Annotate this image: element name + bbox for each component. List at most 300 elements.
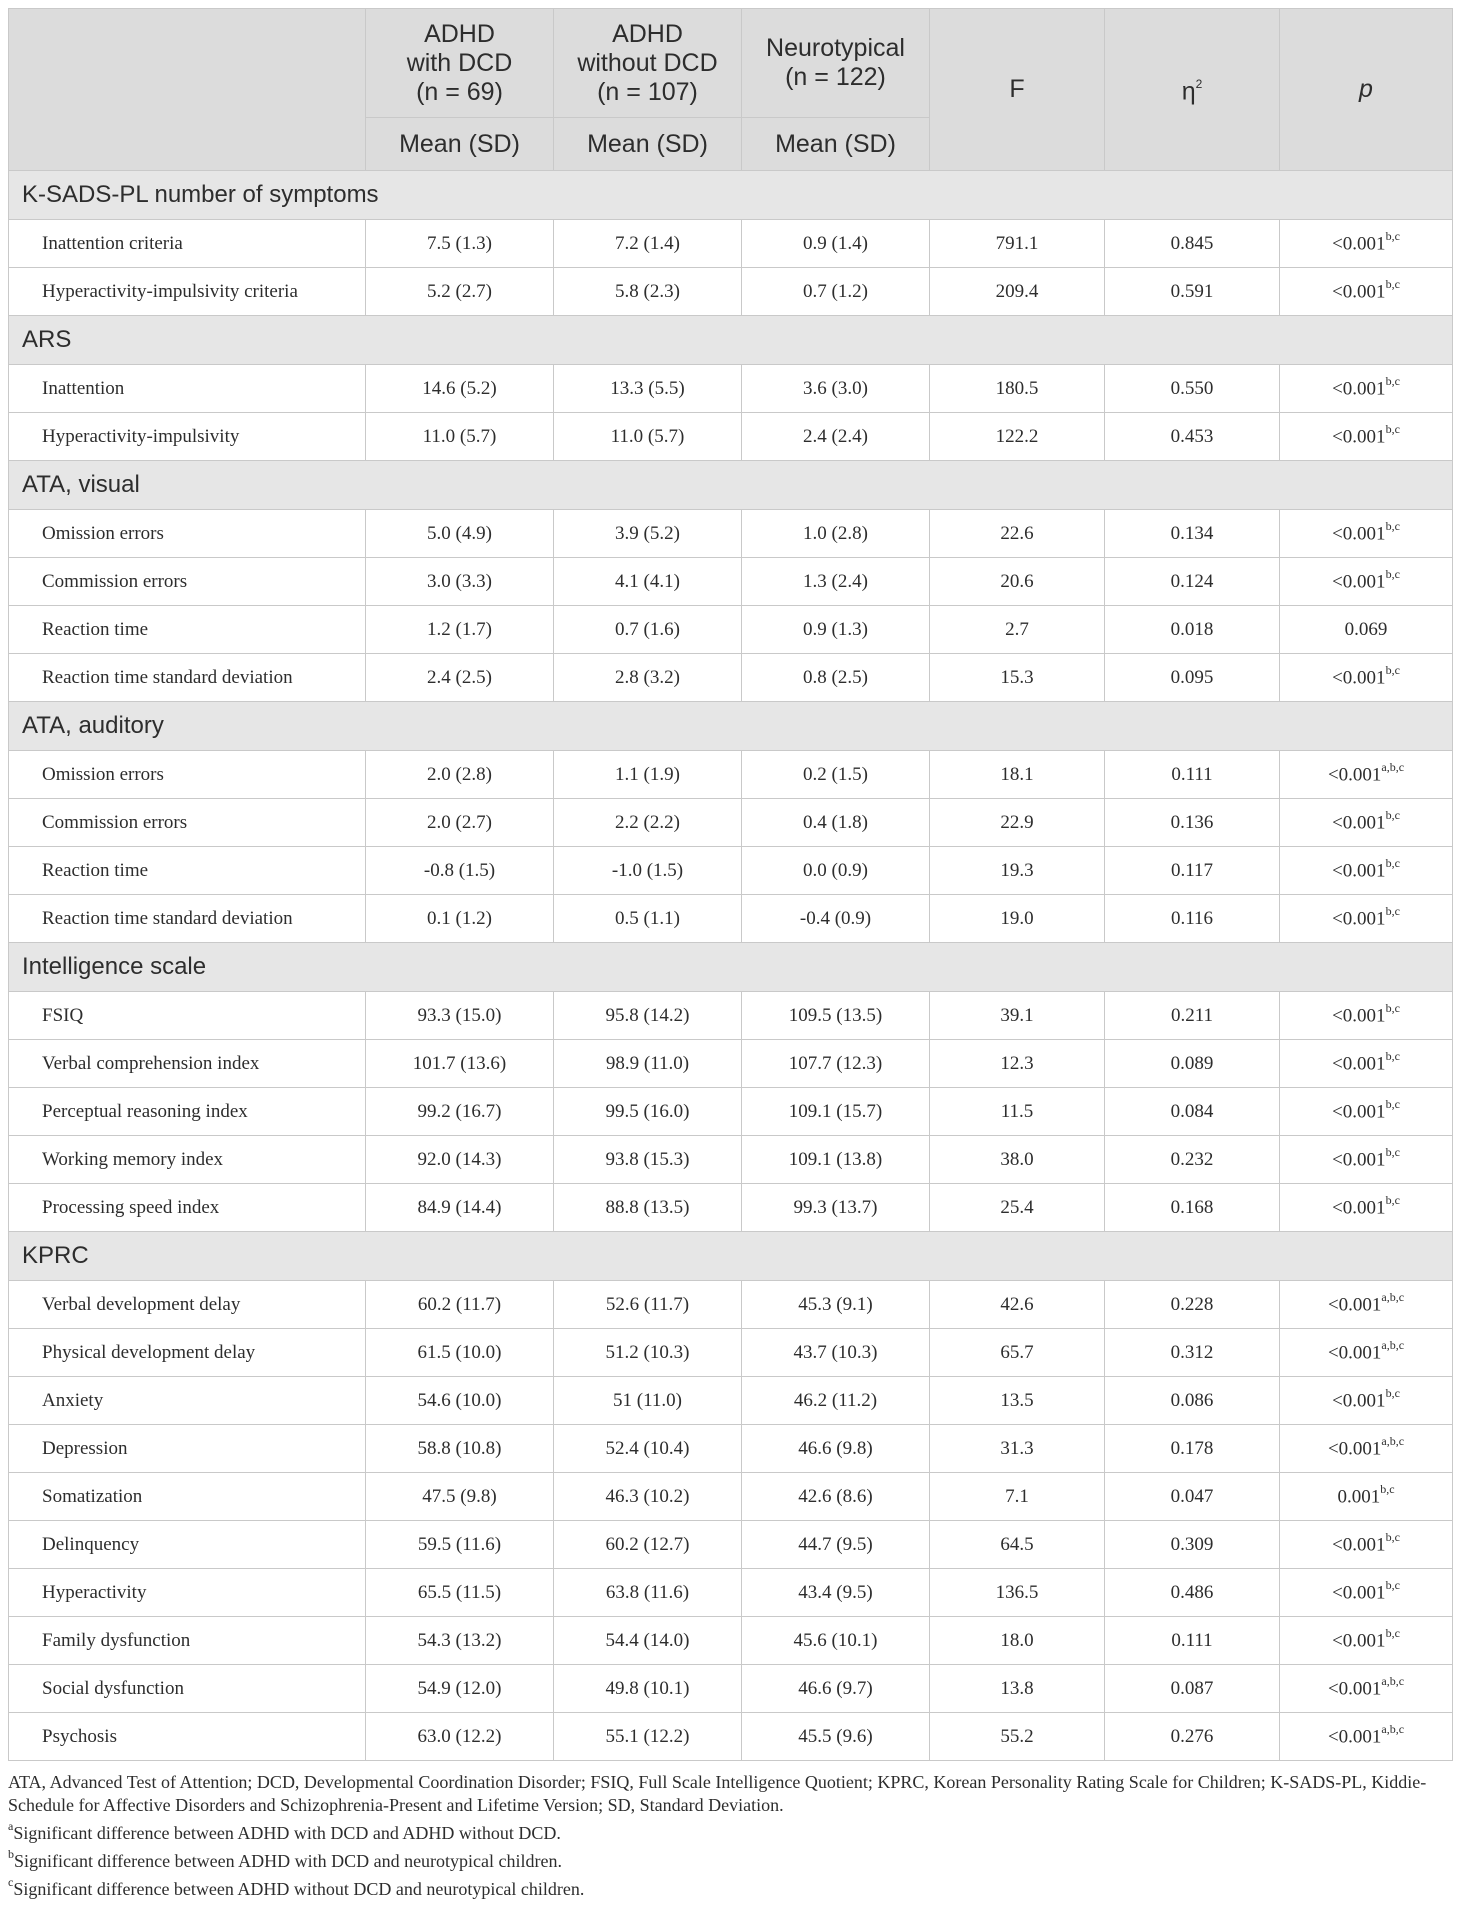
- cell-f-value: 11.5: [930, 1088, 1105, 1136]
- cell-f-value: 39.1: [930, 992, 1105, 1040]
- cell-p-value: [1280, 510, 1453, 558]
- row-label: Somatization: [9, 1473, 366, 1521]
- p-value-text: <0.001: [1332, 667, 1386, 689]
- cell-adhd-without-dcd: 55.1 (12.2): [554, 1713, 742, 1761]
- cell-eta-squared: 0.086: [1105, 1377, 1280, 1425]
- cell-f-value: 42.6: [930, 1281, 1105, 1329]
- p-value-superscript: b,c: [1385, 1145, 1400, 1160]
- cell-adhd-with-dcd: 47.5 (9.8): [366, 1473, 554, 1521]
- table-row: [9, 606, 1453, 654]
- header-neurotypical: Neurotypical (n = 122): [742, 9, 930, 118]
- row-label: Anxiety: [9, 1377, 366, 1425]
- cell-neurotypical: 45.6 (10.1): [742, 1617, 930, 1665]
- table-container: [8, 8, 1452, 1761]
- cell-adhd-without-dcd: 13.3 (5.5): [554, 365, 742, 413]
- p-value-text: <0.001: [1327, 1438, 1382, 1460]
- row-label: Inattention: [9, 365, 366, 413]
- section-title: KPRC: [9, 1232, 1453, 1281]
- table-footnotes: [8, 1771, 1452, 1901]
- p-value-text: <0.001: [1332, 1630, 1386, 1652]
- results-table: [8, 8, 1453, 1761]
- cell-neurotypical: 43.4 (9.5): [742, 1569, 930, 1617]
- p-value-text: <0.001: [1327, 1294, 1382, 1316]
- cell-neurotypical: 0.7 (1.2): [742, 268, 930, 316]
- cell-adhd-without-dcd: 52.6 (11.7): [554, 1281, 742, 1329]
- cell-p-value: [1280, 1665, 1453, 1713]
- cell-f-value: 55.2: [930, 1713, 1105, 1761]
- cell-adhd-without-dcd: 60.2 (12.7): [554, 1521, 742, 1569]
- p-value-text: 0.001: [1337, 1486, 1381, 1508]
- cell-adhd-without-dcd: 0.7 (1.6): [554, 606, 742, 654]
- p-value-superscript: b,c: [1385, 1001, 1400, 1016]
- header-blank-cell: [9, 9, 366, 171]
- table-row: [9, 1521, 1453, 1569]
- row-label: Hyperactivity-impulsivity: [9, 413, 366, 461]
- cell-p-value: [1280, 1569, 1453, 1617]
- footnote-b: $^b$Significant difference between ADHD with DCD and neurotypical children.: [8, 1847, 563, 1871]
- cell-eta-squared: 0.309: [1105, 1521, 1280, 1569]
- cell-adhd-with-dcd: 59.5 (11.6): [366, 1521, 554, 1569]
- cell-adhd-without-dcd: 3.9 (5.2): [554, 510, 742, 558]
- cell-neurotypical: 0.9 (1.4): [742, 220, 930, 268]
- cell-adhd-with-dcd: -0.8 (1.5): [366, 847, 554, 895]
- p-value-text: <0.001: [1327, 1342, 1382, 1364]
- row-label: Hyperactivity-impulsivity criteria: [9, 268, 366, 316]
- cell-eta-squared: 0.124: [1105, 558, 1280, 606]
- cell-p-value: [1280, 992, 1453, 1040]
- row-label: FSIQ: [9, 992, 366, 1040]
- row-label: Commission errors: [9, 558, 366, 606]
- cell-adhd-with-dcd: 54.9 (12.0): [366, 1665, 554, 1713]
- p-value-text: <0.001: [1327, 1678, 1382, 1700]
- cell-eta-squared: 0.550: [1105, 365, 1280, 413]
- cell-adhd-without-dcd: 63.8 (11.6): [554, 1569, 742, 1617]
- cell-adhd-without-dcd: 1.1 (1.9): [554, 751, 742, 799]
- p-value-superscript: b,c: [1385, 229, 1400, 244]
- cell-adhd-without-dcd: 49.8 (10.1): [554, 1665, 742, 1713]
- cell-p-value: [1280, 1713, 1453, 1761]
- cell-adhd-without-dcd: -1.0 (1.5): [554, 847, 742, 895]
- cell-adhd-without-dcd: 51.2 (10.3): [554, 1329, 742, 1377]
- cell-f-value: 13.8: [930, 1665, 1105, 1713]
- cell-adhd-with-dcd: 61.5 (10.0): [366, 1329, 554, 1377]
- cell-f-value: 2.7: [930, 606, 1105, 654]
- subheader-mean-sd: Mean (SD): [554, 118, 742, 171]
- cell-adhd-with-dcd: 0.1 (1.2): [366, 895, 554, 943]
- cell-adhd-with-dcd: 101.7 (13.6): [366, 1040, 554, 1088]
- cell-eta-squared: 0.168: [1105, 1184, 1280, 1232]
- cell-adhd-without-dcd: 2.2 (2.2): [554, 799, 742, 847]
- cell-p-value: [1280, 799, 1453, 847]
- table-row: [9, 1617, 1453, 1665]
- cell-adhd-with-dcd: 54.3 (13.2): [366, 1617, 554, 1665]
- abbreviations-note: ATA, Advanced Test of Attention; DCD, Developmental Coordination Disorder; FSIQ, Full Scale Intelligence Quotient; KPRC, Korean Personality Rating Scale for Children; K-SADS-PL, Kiddie-Schedule for Affective Disorders and Schizophrenia-Present and Lifetime Version; SD, Standard Deviation.: [8, 1772, 1427, 1815]
- cell-p-value: [1280, 268, 1453, 316]
- cell-eta-squared: 0.136: [1105, 799, 1280, 847]
- cell-neurotypical: 3.6 (3.0): [742, 365, 930, 413]
- section-header-row: [9, 316, 1453, 365]
- cell-f-value: 13.5: [930, 1377, 1105, 1425]
- table-row: [9, 751, 1453, 799]
- p-value-text: <0.001: [1332, 1101, 1386, 1123]
- cell-eta-squared: 0.845: [1105, 220, 1280, 268]
- cell-adhd-with-dcd: 92.0 (14.3): [366, 1136, 554, 1184]
- row-label: Reaction time: [9, 847, 366, 895]
- p-value-superscript: a,b,c: [1381, 760, 1405, 775]
- cell-neurotypical: 0.2 (1.5): [742, 751, 930, 799]
- cell-p-value: [1280, 847, 1453, 895]
- cell-p-value: [1280, 654, 1453, 702]
- cell-neurotypical: 43.7 (10.3): [742, 1329, 930, 1377]
- cell-adhd-with-dcd: 60.2 (11.7): [366, 1281, 554, 1329]
- table-row: [9, 799, 1453, 847]
- header-eta-squared: $\eta^2$: [1105, 9, 1280, 171]
- row-label: Depression: [9, 1425, 366, 1473]
- p-value-text: <0.001: [1332, 1390, 1386, 1412]
- table-row: [9, 847, 1453, 895]
- table-row: [9, 365, 1453, 413]
- cell-p-value: [1280, 558, 1453, 606]
- table-row: [9, 558, 1453, 606]
- table-row: [9, 1377, 1453, 1425]
- table-row: [9, 1425, 1453, 1473]
- cell-adhd-with-dcd: 5.0 (4.9): [366, 510, 554, 558]
- table-header: [9, 9, 1453, 171]
- cell-eta-squared: 0.228: [1105, 1281, 1280, 1329]
- cell-neurotypical: 1.0 (2.8): [742, 510, 930, 558]
- section-header-row: [9, 943, 1453, 992]
- table-row: [9, 992, 1453, 1040]
- section-title: ARS: [9, 316, 1453, 365]
- table-row: [9, 654, 1453, 702]
- p-value-superscript: b,c: [1385, 808, 1400, 823]
- cell-f-value: 31.3: [930, 1425, 1105, 1473]
- cell-eta-squared: 0.312: [1105, 1329, 1280, 1377]
- cell-neurotypical: 0.8 (2.5): [742, 654, 930, 702]
- table-row: [9, 1473, 1453, 1521]
- row-label: Verbal comprehension index: [9, 1040, 366, 1088]
- p-value-superscript: a,b,c: [1381, 1434, 1405, 1449]
- p-value-superscript: b,c: [1385, 374, 1400, 389]
- p-value-superscript: b,c: [1385, 1578, 1400, 1593]
- cell-adhd-without-dcd: 98.9 (11.0): [554, 1040, 742, 1088]
- cell-neurotypical: 45.5 (9.6): [742, 1713, 930, 1761]
- section-header-row: [9, 461, 1453, 510]
- cell-f-value: 136.5: [930, 1569, 1105, 1617]
- cell-neurotypical: 1.3 (2.4): [742, 558, 930, 606]
- p-value-superscript: b,c: [1385, 856, 1400, 871]
- cell-adhd-with-dcd: 11.0 (5.7): [366, 413, 554, 461]
- header-p: p: [1280, 9, 1453, 171]
- cell-p-value: [1280, 1473, 1453, 1521]
- cell-adhd-with-dcd: 63.0 (12.2): [366, 1713, 554, 1761]
- section-title: K-SADS-PL number of symptoms: [9, 171, 1453, 220]
- section-title: Intelligence scale: [9, 943, 1453, 992]
- cell-neurotypical: 0.4 (1.8): [742, 799, 930, 847]
- cell-p-value: [1280, 1377, 1453, 1425]
- row-label: Working memory index: [9, 1136, 366, 1184]
- cell-eta-squared: 0.134: [1105, 510, 1280, 558]
- cell-f-value: 7.1: [930, 1473, 1105, 1521]
- cell-eta-squared: 0.087: [1105, 1665, 1280, 1713]
- p-value-text: <0.001: [1332, 1149, 1386, 1171]
- row-label: Family dysfunction: [9, 1617, 366, 1665]
- cell-f-value: 19.3: [930, 847, 1105, 895]
- cell-neurotypical: 46.6 (9.7): [742, 1665, 930, 1713]
- row-label: Verbal development delay: [9, 1281, 366, 1329]
- cell-neurotypical: 46.6 (9.8): [742, 1425, 930, 1473]
- section-title: ATA, auditory: [9, 702, 1453, 751]
- cell-adhd-with-dcd: 5.2 (2.7): [366, 268, 554, 316]
- row-label: Reaction time standard deviation: [9, 895, 366, 943]
- section-header-row: [9, 1232, 1453, 1281]
- p-value-text: <0.001: [1332, 1534, 1386, 1556]
- header-f: F: [930, 9, 1105, 171]
- p-value-superscript: b,c: [1385, 1386, 1400, 1401]
- p-value-text: <0.001: [1332, 908, 1386, 930]
- cell-p-value: [1280, 1088, 1453, 1136]
- header-adhd-with-dcd: ADHD with DCD (n = 69): [366, 9, 554, 118]
- cell-adhd-without-dcd: 52.4 (10.4): [554, 1425, 742, 1473]
- cell-eta-squared: 0.116: [1105, 895, 1280, 943]
- cell-eta-squared: 0.178: [1105, 1425, 1280, 1473]
- cell-p-value: [1280, 751, 1453, 799]
- table-row: [9, 1569, 1453, 1617]
- table-row: [9, 220, 1453, 268]
- p-value-superscript: b,c: [1385, 1626, 1400, 1641]
- cell-f-value: 22.6: [930, 510, 1105, 558]
- cell-adhd-without-dcd: 88.8 (13.5): [554, 1184, 742, 1232]
- p-value-superscript: a,b,c: [1381, 1338, 1405, 1353]
- p-value-superscript: b,c: [1380, 1482, 1395, 1497]
- p-value-superscript: b,c: [1385, 1049, 1400, 1064]
- section-header-row: [9, 702, 1453, 751]
- table-row: [9, 1184, 1453, 1232]
- p-value-text: <0.001: [1332, 523, 1386, 545]
- cell-adhd-without-dcd: 11.0 (5.7): [554, 413, 742, 461]
- footnote-c: $^c$Significant difference between ADHD without DCD and neurotypical children.: [8, 1875, 585, 1899]
- cell-adhd-without-dcd: 51 (11.0): [554, 1377, 742, 1425]
- table-row: [9, 1329, 1453, 1377]
- cell-p-value: [1280, 1281, 1453, 1329]
- cell-adhd-with-dcd: 14.6 (5.2): [366, 365, 554, 413]
- section-title: ATA, visual: [9, 461, 1453, 510]
- cell-f-value: 19.0: [930, 895, 1105, 943]
- cell-adhd-without-dcd: 4.1 (4.1): [554, 558, 742, 606]
- cell-adhd-with-dcd: 54.6 (10.0): [366, 1377, 554, 1425]
- p-value-superscript: b,c: [1385, 1097, 1400, 1112]
- p-value-superscript: b,c: [1385, 1193, 1400, 1208]
- cell-p-value: [1280, 1617, 1453, 1665]
- row-label: Commission errors: [9, 799, 366, 847]
- cell-adhd-without-dcd: 93.8 (15.3): [554, 1136, 742, 1184]
- cell-neurotypical: 99.3 (13.7): [742, 1184, 930, 1232]
- p-value-text: <0.001: [1332, 860, 1386, 882]
- p-value-text: <0.001: [1332, 1197, 1386, 1219]
- p-value-text: <0.001: [1332, 1005, 1386, 1027]
- row-label: Omission errors: [9, 751, 366, 799]
- row-label: Physical development delay: [9, 1329, 366, 1377]
- p-value-text: <0.001: [1332, 571, 1386, 593]
- cell-p-value: [1280, 220, 1453, 268]
- cell-f-value: 18.1: [930, 751, 1105, 799]
- cell-adhd-with-dcd: 7.5 (1.3): [366, 220, 554, 268]
- cell-adhd-with-dcd: 99.2 (16.7): [366, 1088, 554, 1136]
- cell-neurotypical: 2.4 (2.4): [742, 413, 930, 461]
- p-value-superscript: a,b,c: [1381, 1722, 1405, 1737]
- cell-adhd-without-dcd: 46.3 (10.2): [554, 1473, 742, 1521]
- table-body: [9, 171, 1453, 1761]
- p-value-superscript: b,c: [1385, 277, 1400, 292]
- cell-f-value: 122.2: [930, 413, 1105, 461]
- cell-p-value: [1280, 1136, 1453, 1184]
- row-label: Hyperactivity: [9, 1569, 366, 1617]
- table-row: [9, 268, 1453, 316]
- table-row: [9, 413, 1453, 461]
- cell-adhd-with-dcd: 65.5 (11.5): [366, 1569, 554, 1617]
- cell-neurotypical: 42.6 (8.6): [742, 1473, 930, 1521]
- row-label: Psychosis: [9, 1713, 366, 1761]
- cell-neurotypical: 107.7 (12.3): [742, 1040, 930, 1088]
- p-value-superscript: b,c: [1385, 1530, 1400, 1545]
- cell-adhd-without-dcd: 95.8 (14.2): [554, 992, 742, 1040]
- cell-p-value: [1280, 365, 1453, 413]
- cell-adhd-without-dcd: 5.8 (2.3): [554, 268, 742, 316]
- row-label: Social dysfunction: [9, 1665, 366, 1713]
- row-label: Reaction time standard deviation: [9, 654, 366, 702]
- cell-f-value: 791.1: [930, 220, 1105, 268]
- cell-f-value: 15.3: [930, 654, 1105, 702]
- cell-adhd-without-dcd: 0.5 (1.1): [554, 895, 742, 943]
- cell-eta-squared: 0.111: [1105, 1617, 1280, 1665]
- cell-eta-squared: 0.591: [1105, 268, 1280, 316]
- p-value-text: 0.069: [1344, 618, 1388, 640]
- row-label: Perceptual reasoning index: [9, 1088, 366, 1136]
- table-row: [9, 1665, 1453, 1713]
- cell-p-value: [1280, 1184, 1453, 1232]
- cell-adhd-with-dcd: 1.2 (1.7): [366, 606, 554, 654]
- cell-adhd-with-dcd: 93.3 (15.0): [366, 992, 554, 1040]
- cell-adhd-without-dcd: 54.4 (14.0): [554, 1617, 742, 1665]
- row-label: Reaction time: [9, 606, 366, 654]
- cell-f-value: 12.3: [930, 1040, 1105, 1088]
- cell-neurotypical: 45.3 (9.1): [742, 1281, 930, 1329]
- table-row: [9, 1281, 1453, 1329]
- p-value-text: <0.001: [1332, 1582, 1386, 1604]
- cell-f-value: 22.9: [930, 799, 1105, 847]
- p-value-text: <0.001: [1332, 281, 1386, 303]
- p-value-text: <0.001: [1332, 812, 1386, 834]
- cell-f-value: 18.0: [930, 1617, 1105, 1665]
- cell-eta-squared: 0.117: [1105, 847, 1280, 895]
- cell-eta-squared: 0.276: [1105, 1713, 1280, 1761]
- cell-adhd-with-dcd: 3.0 (3.3): [366, 558, 554, 606]
- cell-eta-squared: 0.047: [1105, 1473, 1280, 1521]
- cell-neurotypical: 0.0 (0.9): [742, 847, 930, 895]
- p-value-superscript: b,c: [1385, 422, 1400, 437]
- table-row: [9, 1088, 1453, 1136]
- p-value-superscript: a,b,c: [1381, 1290, 1405, 1305]
- section-header-row: [9, 171, 1453, 220]
- cell-adhd-without-dcd: 2.8 (3.2): [554, 654, 742, 702]
- cell-f-value: 25.4: [930, 1184, 1105, 1232]
- subheader-mean-sd: Mean (SD): [742, 118, 930, 171]
- row-label: Inattention criteria: [9, 220, 366, 268]
- p-value-superscript: a,b,c: [1381, 1674, 1405, 1689]
- p-value-superscript: b,c: [1385, 663, 1400, 678]
- cell-p-value: [1280, 1521, 1453, 1569]
- cell-neurotypical: 109.1 (15.7): [742, 1088, 930, 1136]
- cell-eta-squared: 0.232: [1105, 1136, 1280, 1184]
- cell-p-value: [1280, 606, 1453, 654]
- cell-p-value: [1280, 1329, 1453, 1377]
- p-value-superscript: b,c: [1385, 904, 1400, 919]
- cell-f-value: 38.0: [930, 1136, 1105, 1184]
- table-row: [9, 1040, 1453, 1088]
- p-value-text: <0.001: [1332, 233, 1386, 255]
- cell-f-value: 64.5: [930, 1521, 1105, 1569]
- row-label: Omission errors: [9, 510, 366, 558]
- p-value-text: <0.001: [1332, 426, 1386, 448]
- row-label: Delinquency: [9, 1521, 366, 1569]
- cell-eta-squared: 0.095: [1105, 654, 1280, 702]
- cell-adhd-with-dcd: 2.0 (2.8): [366, 751, 554, 799]
- cell-f-value: 20.6: [930, 558, 1105, 606]
- p-value-superscript: b,c: [1385, 519, 1400, 534]
- subheader-mean-sd: Mean (SD): [366, 118, 554, 171]
- cell-p-value: [1280, 413, 1453, 461]
- table-row: [9, 895, 1453, 943]
- cell-eta-squared: 0.018: [1105, 606, 1280, 654]
- cell-eta-squared: 0.486: [1105, 1569, 1280, 1617]
- cell-neurotypical: 0.9 (1.3): [742, 606, 930, 654]
- cell-neurotypical: 109.5 (13.5): [742, 992, 930, 1040]
- row-label: Processing speed index: [9, 1184, 366, 1232]
- header-adhd-without-dcd: ADHD without DCD (n = 107): [554, 9, 742, 118]
- cell-neurotypical: 44.7 (9.5): [742, 1521, 930, 1569]
- cell-eta-squared: 0.084: [1105, 1088, 1280, 1136]
- cell-adhd-without-dcd: 99.5 (16.0): [554, 1088, 742, 1136]
- cell-adhd-with-dcd: 58.8 (10.8): [366, 1425, 554, 1473]
- p-value-text: <0.001: [1332, 1053, 1386, 1075]
- cell-p-value: [1280, 895, 1453, 943]
- cell-adhd-with-dcd: 2.0 (2.7): [366, 799, 554, 847]
- cell-neurotypical: 46.2 (11.2): [742, 1377, 930, 1425]
- cell-neurotypical: 109.1 (13.8): [742, 1136, 930, 1184]
- cell-eta-squared: 0.211: [1105, 992, 1280, 1040]
- table-row: [9, 1136, 1453, 1184]
- p-value-text: <0.001: [1327, 1726, 1382, 1748]
- table-row: [9, 1713, 1453, 1761]
- p-value-superscript: b,c: [1385, 567, 1400, 582]
- p-value-text: <0.001: [1332, 378, 1386, 400]
- p-value-text: <0.001: [1327, 764, 1382, 786]
- cell-adhd-with-dcd: 84.9 (14.4): [366, 1184, 554, 1232]
- cell-neurotypical: -0.4 (0.9): [742, 895, 930, 943]
- table-row: [9, 510, 1453, 558]
- cell-f-value: 180.5: [930, 365, 1105, 413]
- cell-adhd-without-dcd: 7.2 (1.4): [554, 220, 742, 268]
- cell-p-value: [1280, 1425, 1453, 1473]
- cell-f-value: 65.7: [930, 1329, 1105, 1377]
- cell-eta-squared: 0.089: [1105, 1040, 1280, 1088]
- cell-f-value: 209.4: [930, 268, 1105, 316]
- cell-eta-squared: 0.453: [1105, 413, 1280, 461]
- cell-adhd-with-dcd: 2.4 (2.5): [366, 654, 554, 702]
- cell-p-value: [1280, 1040, 1453, 1088]
- footnote-a: $^a$Significant difference between ADHD with DCD and ADHD without DCD.: [8, 1819, 561, 1843]
- cell-eta-squared: 0.111: [1105, 751, 1280, 799]
